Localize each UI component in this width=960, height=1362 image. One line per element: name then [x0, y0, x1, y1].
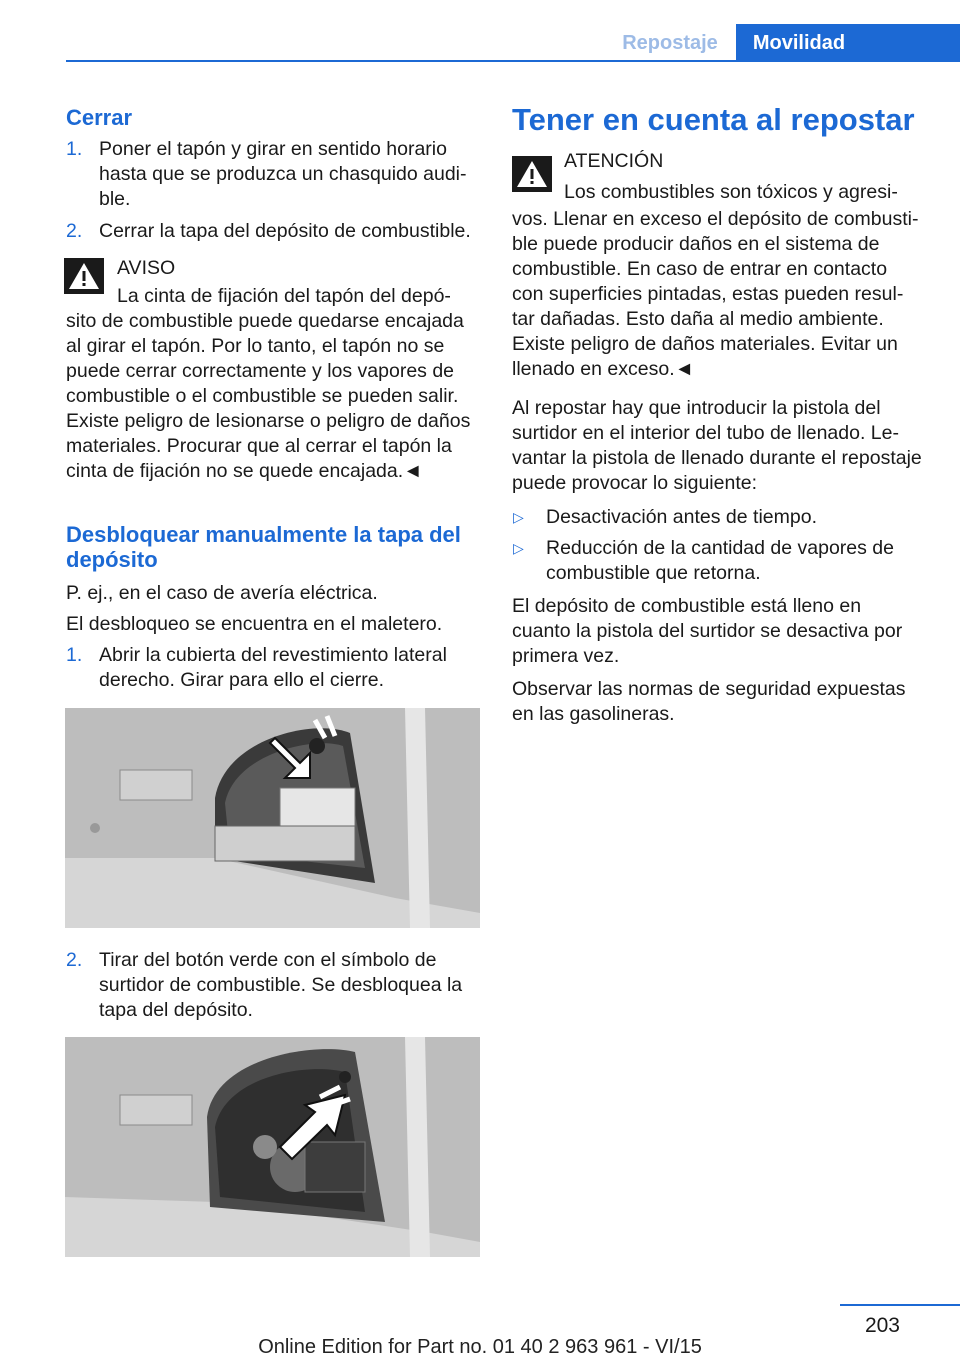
paragraph [512, 594, 952, 669]
step-line: ble. [99, 188, 131, 210]
atencion-line: con superficies pintadas, estas pueden resul‐ [512, 283, 904, 305]
aviso-line: sito de combustible puede quedarse encajada [66, 310, 464, 332]
desbloquear-heading [66, 522, 486, 572]
aviso-line: puede cerrar correctamente y los vapores de [66, 360, 455, 382]
edition-footer: Online Edition for Part no. 01 40 2 963 961 - VI/15 [258, 1336, 702, 1358]
trunk-photo-cover [65, 708, 480, 928]
atencion-body [512, 207, 952, 382]
aviso-line: La cinta de fijación del tapón del depó‐ [117, 285, 451, 307]
atencion-line: Existe peligro de daños materiales. Evitar un [512, 333, 898, 355]
aviso-line: cinta de fijación no se quede encajada.◄ [66, 460, 423, 482]
paragraph [512, 677, 952, 727]
paragraph-line: puede provocar lo siguiente: [512, 472, 757, 494]
triangle-bullet-icon: ▷ [513, 540, 524, 556]
step-text [99, 643, 489, 693]
cerrar-heading: Cerrar [66, 105, 133, 130]
paragraph-line: vantar la pistola de llenado durante el repostaje [512, 447, 922, 469]
aviso-body [66, 309, 486, 484]
right-heading: Tener en cuenta al repostar [512, 102, 915, 137]
heading-line: depósito [66, 547, 158, 572]
paragraph-line: Al repostar hay que introducir la pistola del [512, 397, 881, 419]
paragraph: P. ej., en el caso de avería eléctrica. [66, 582, 378, 604]
atencion-title: ATENCIÓN [564, 150, 664, 172]
step-text [99, 948, 489, 1023]
step-text [99, 137, 489, 212]
paragraph-line: Observar las normas de seguridad expuestas [512, 678, 906, 700]
step-line: tapa del depósito. [99, 999, 253, 1021]
aviso-line: Existe peligro de lesionarse o peligro de daños [66, 410, 471, 432]
page-number: 203 [864, 1314, 900, 1337]
aviso-line: al girar el tapón. Por lo tanto, el tapón no se [66, 335, 445, 357]
tab-repostaje[interactable]: Repostaje [622, 31, 718, 54]
step-number: 1. [66, 644, 83, 666]
atencion-line: combustible. En caso de entrar en contacto [512, 258, 888, 280]
atencion-line: ble puede producir daños en el sistema de [512, 233, 880, 255]
warning-triangle-icon [64, 258, 104, 294]
trunk-photo-release [65, 1037, 480, 1257]
tab-movilidad[interactable]: Movilidad [736, 24, 862, 62]
step-line: Tirar del botón verde con el símbolo de [99, 949, 437, 971]
heading-line: Desbloquear manualmente la tapa del [66, 522, 461, 547]
paragraph-line: surtidor en el interior del tubo de llenado. Le‐ [512, 422, 899, 444]
bullet-line: Reducción de la cantidad de vapores de [546, 537, 894, 559]
step-number: 1. [66, 138, 83, 160]
aviso-line: materiales. Procurar que al cerrar el tapón la [66, 435, 452, 457]
paragraph: El desbloqueo se encuentra en el maletero. [66, 613, 443, 635]
aviso-title: AVISO [117, 257, 176, 279]
paragraph-line: primera vez. [512, 645, 620, 667]
paragraph-line: en las gasolineras. [512, 703, 675, 725]
step-number: 2. [66, 220, 83, 242]
atencion-line: vos. Llenar en exceso el depósito de combusti‐ [512, 208, 919, 230]
step-line: derecho. Girar para ello el cierre. [99, 669, 385, 691]
step-line: Poner el tapón y girar en sentido horario [99, 138, 447, 160]
bullet-text [546, 536, 946, 586]
paragraph-line: cuanto la pistola del surtidor se desactiva por [512, 620, 903, 642]
paragraph-line: El depósito de combustible está lleno en [512, 595, 862, 617]
bullet-text: Desactivación antes de tiempo. [546, 506, 817, 528]
step-line: surtidor de combustible. Se desbloquea la [99, 974, 463, 996]
atencion-line: llenado en exceso.◄ [512, 358, 694, 380]
step-line: Abrir la cubierta del revestimiento lateral [99, 644, 447, 666]
warning-triangle-icon [512, 156, 552, 192]
step-number: 2. [66, 949, 83, 971]
step-line: hasta que se produzca un chasquido audi‐ [99, 163, 467, 185]
triangle-bullet-icon: ▷ [513, 509, 524, 525]
footer-rule [840, 1304, 960, 1306]
header-tab-fill [862, 24, 960, 62]
bullet-line: combustible que retorna. [546, 562, 761, 584]
aviso-line: combustible o el combustible se pueden salir. [66, 385, 459, 407]
step-text: Cerrar la tapa del depósito de combustible. [99, 220, 471, 242]
atencion-line: tar dañadas. Esto daña al medio ambiente. [512, 308, 884, 330]
paragraph [512, 396, 952, 496]
atencion-line: Los combustibles son tóxicos y agresi‐ [564, 181, 898, 203]
